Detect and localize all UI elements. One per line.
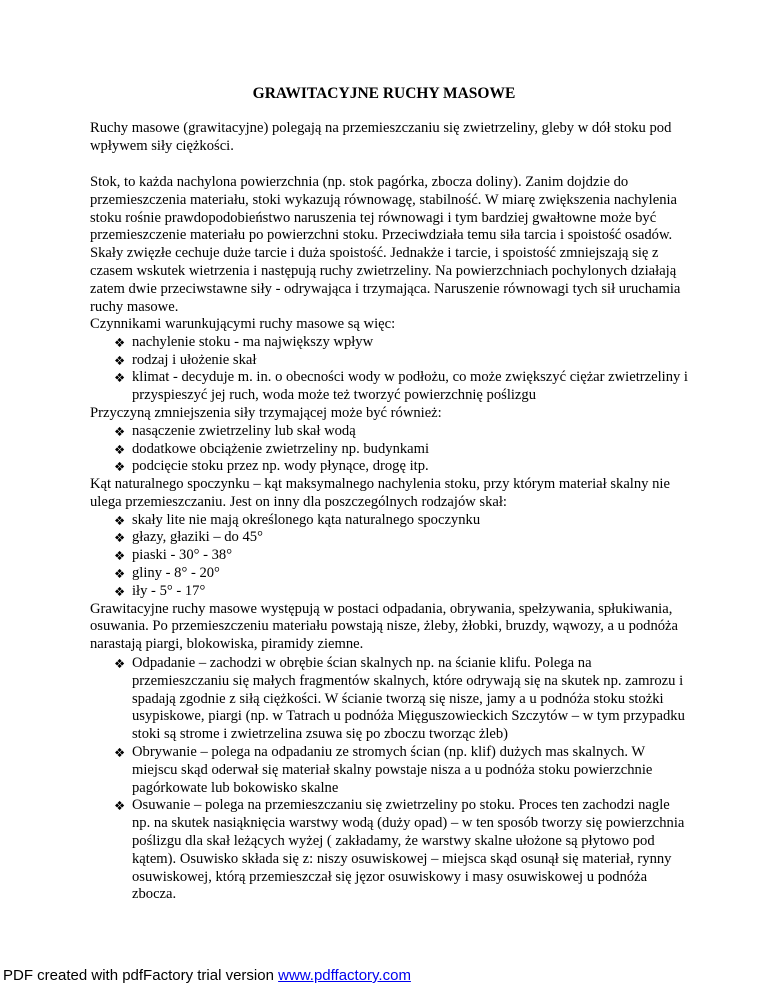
- types-list: [90, 655, 690, 904]
- slope-paragraph: Stok, to każda nachylona powierzchnia (np. stok pagórka, zbocza doliny). Zanim dojdzie do przemieszczenia materiału, stoki wykazują równowagę, stabilność. W miarę zwiększenia nachylenia stoku rośnie prawdopodobieństwo naruszenia tej równowagi i tym bardziej gwałtowne może być przemieszczenie materiału po powierzchni stoku. Przeciwdziała temu siła tarcia i spoistość osadów. Skały zwięzłe cechuje duże tarcie i duża spoistość. Jednakże i tarcie, i spoistość zmniejszają się z czasem wskutek wietrzenia i następują ruchy zwietrzeliny. Na powierzchniach pochylonych działają zatem dwie przeciwstawne siły - odrywająca i trzymająca. Naruszenie równowagi tych sił uruchamia ruchy masowe.: [90, 174, 681, 315]
- diamond-bullet-icon: ❖: [114, 352, 126, 368]
- causes-list: [90, 423, 690, 476]
- diamond-bullet-icon: ❖: [114, 441, 126, 457]
- types-section: [90, 655, 690, 904]
- diamond-bullet-icon: ❖: [114, 583, 126, 599]
- diamond-bullet-icon: ❖: [114, 370, 126, 386]
- list-item: ❖ piaski - 30° - 38°: [114, 547, 233, 564]
- intro-section: [90, 120, 690, 156]
- footer-text: PDF created with pdfFactory trial version: [3, 967, 279, 984]
- factors-intro: Czynnikami warunkującymi ruchy masowe są więc:: [90, 316, 396, 332]
- list-item: ❖ nasączenie zwietrzeliny lub skał wodą: [114, 422, 356, 439]
- page-title: GRAWITACYJNE RUCHY MASOWE: [252, 85, 516, 102]
- diamond-bullet-icon: ❖: [114, 512, 126, 528]
- list-item: ❖ iły - 5° - 17°: [114, 582, 206, 599]
- diamond-bullet-icon: ❖: [114, 798, 126, 814]
- diamond-bullet-icon: ❖: [114, 334, 126, 350]
- slope-section: [90, 174, 690, 316]
- angles-list: [90, 512, 690, 601]
- list-item: ❖ skały lite nie mają określonego kąta naturalnego spoczynku: [114, 511, 481, 528]
- list-item: ❖ gliny - 8° - 20°: [114, 564, 220, 581]
- angle-intro: Kąt naturalnego spoczynku – kąt maksymalnego nachylenia stoku, przy którym materiał skalny nie ulega przemieszczaniu. Jest on inny dla poszczególnych rodzajów skał:: [90, 476, 670, 510]
- diamond-bullet-icon: ❖: [114, 744, 126, 760]
- pdffactory-link[interactable]: www.pdffactory.com: [278, 967, 411, 984]
- list-item: ❖ Osuwanie – polega na przemieszczaniu się zwietrzeliny po stoku. Proces ten zachodzi nagle np. na skutek nasiąknięcia warstwy wodą (duży opad) – w ten sposób tworzy się powierzchnia poślizgu dla skał leżących wyżej ( zakładamy, że warstwy skalne ułożone są płytowo pod kątem). Osuwisko składa się z: niszy osuwiskowej – miejsca skąd osunął się materiał, rynny osuwiskowej, którą przemieszczał się jęzor osuwiskowy i masy osuwiskowej u podnóża zbocza.: [114, 797, 685, 903]
- diamond-bullet-icon: ❖: [114, 459, 126, 475]
- causes-intro: Przyczyną zmniejszenia siły trzymającej może być również:: [90, 404, 442, 421]
- list-item: ❖ rodzaj i ułożenie skał: [114, 351, 257, 368]
- diamond-bullet-icon: ❖: [114, 656, 126, 671]
- list-item: ❖ podcięcie stoku przez np. wody płynące, drogę itp.: [114, 458, 429, 475]
- factors-section: [90, 316, 690, 476]
- diamond-bullet-icon: ❖: [114, 423, 126, 439]
- factors-list: [90, 334, 690, 405]
- pdf-footer: [3, 967, 411, 985]
- list-item: ❖ dodatkowe obciążenie zwietrzeliny np. budynkami: [114, 440, 430, 457]
- diamond-bullet-icon: ❖: [114, 548, 126, 564]
- diamond-bullet-icon: ❖: [114, 565, 126, 581]
- list-item: ❖ klimat - decyduje m. in. o obecności wody w podłożu, co może zwiększyć ciężar zwietrzeliny i przyspieszyć jej ruch, woda może też tworzyć powierzchnię poślizgu: [114, 369, 688, 404]
- forms-paragraph: Grawitacyjne ruchy masowe występują w postaci odpadania, obrywania, spełzywania, spłukiwania, osuwania. Po przemieszczeniu materiału powstają nisze, żleby, żłobki, bruzdy, wąwozy, a u podnóża narastają piargi, blokowiska, piramidy ziemne.: [90, 600, 679, 653]
- intro-paragraph: Ruchy masowe (grawitacyjne) polegają na przemieszczaniu się zwietrzeliny, gleby w dół stoku pod wpływem siły ciężkości.: [90, 120, 672, 154]
- diamond-bullet-icon: ❖: [114, 530, 126, 546]
- list-item: ❖ nachylenie stoku - ma największy wpływ: [114, 333, 374, 350]
- list-item: ❖ Odpadanie – zachodzi w obrębie ścian skalnych np. na ścianie klifu. Polega na przemieszczaniu się małych fragmentów skalnych, które odrywają się na skutek np. zamrozu i spadają zgodnie z siłą ciężkości. W ścianie tworzą się nisze, jamy a u podnóża stoku stożki usypiskowe, piargi (np. w Tatrach u podnóża Mięguszowieckich Szczytów – w tym przypadku stoki są strome i zwietrzelina zsuwa się po zboczu tworząc żleb): [114, 655, 685, 743]
- angle-section: [90, 476, 690, 654]
- list-item: ❖ Obrywanie – polega na odpadaniu ze stromych ścian (np. klif) dużych mas skalnych. W miejscu skąd oderwał się materiał skalny powstaje nisza a u podnóża stoku powierzchnie pagórkowate lub bokowisko skalne: [114, 743, 653, 796]
- list-item: ❖ głazy, głaziki – do 45°: [114, 529, 263, 546]
